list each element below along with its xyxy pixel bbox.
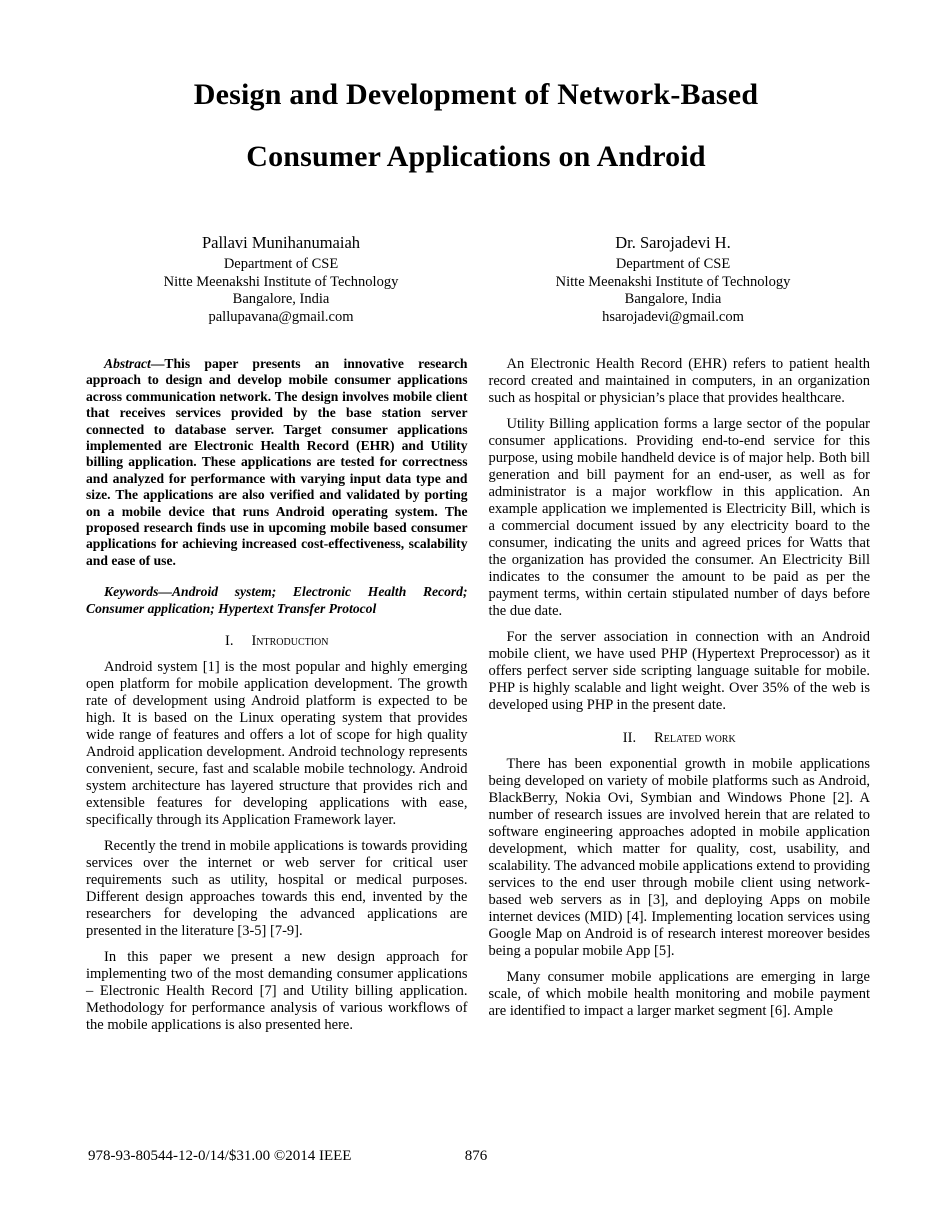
author-email: hsarojadevi@gmail.com: [602, 308, 744, 325]
paper-title-line-1: Design and Development of Network-Based: [193, 78, 759, 111]
author-department: Department of CSE: [615, 256, 731, 272]
paragraph-intro-3: In this paper we present a new design approach for implementing two of the most demanding consumer applications – Electronic Health Record [7] and Utility billing application. Methodology for performance analysis of various workflows of the mobile applications is also presented here.: [86, 949, 468, 1034]
paragraph-intro-1: Android system [1] is the most popular and highly emerging open platform for mobile application development. The growth rate of development using Android platform is expected to be high. It is based on the Linux operating system that provides wide range of features and offers a lot of scope for high quality Android application development. Android technology represents convenient, secure, fast and scalable mobile technology. Android system architecture has layered structure that provides rich and extensible features for developing applications with ease, specifically through its Application Framework layer.: [86, 659, 468, 829]
section-heading-related-work: [489, 730, 871, 747]
paragraph-intro-2: Recently the trend in mobile applications is towards providing services over the internet or web server for critical user requirements such as utility, hospital or medical purposes. Different design approaches towards this end, invented by the researchers for developing the advanced applications are presented in the literature [3-5] [7-9].: [86, 838, 468, 940]
section-title: Introduction: [251, 633, 329, 650]
paragraph-related-1: There has been exponential growth in mobile applications being developed on variety of mobile platforms such as Android, BlackBerry, Nokia Ovi, Symbian and Windows Phone [2]. A number of research issues are involved herein that are related to software engineering approaches adopted in mobile application development, which matter for quality, cost, usability, and scalability. The advanced mobile applications extend to providing services to the end user through mobile client using network-based web servers as in [3], and deploying Apps on mobile internet devices (MID) [4]. Implementing location services using Google Map on Android is of research interest moreover besides being a popular mobile App [5].: [488, 756, 870, 959]
author-institute: Nitte Meenakshi Institute of Technology: [163, 273, 399, 290]
paragraph-ehr: An Electronic Health Record (EHR) refers to patient health record created and maintained in computers, in an organization such as hospital or physician’s place that provides healthcare.: [488, 356, 870, 406]
author-institute: Nitte Meenakshi Institute of Technology: [555, 273, 791, 290]
paper-title: [0, 64, 952, 188]
abstract-label: Abstract: [104, 356, 151, 371]
paragraph-php: For the server association in connection with an Android mobile client, we have used PHP (Hypertext Preprocessor) as it offers perfect server side scripting language suitable for mobile. PHP is highly scalable and light weight. Over 35% of the web is developed using PHP in the present date.: [488, 629, 870, 713]
abstract: [86, 356, 468, 569]
section-number: II.: [622, 730, 637, 746]
section-number: I.: [224, 633, 234, 650]
left-column: [86, 356, 468, 1043]
author-block-1: [85, 233, 477, 326]
page-number: 876: [464, 1148, 488, 1164]
paragraph-related-2: Many consumer mobile applications are emerging in large scale, of which mobile health monitoring and mobile payment are identified to impact a larger market segment [6]. Ample: [488, 969, 870, 1019]
author-block-2: [477, 233, 869, 326]
section-heading-introduction: [86, 633, 468, 650]
section-title: Related work: [654, 730, 736, 746]
two-column-body: [86, 356, 870, 1043]
authors-row: [85, 233, 869, 326]
author-name: Pallavi Munihanumaiah: [201, 233, 361, 252]
author-name: Dr. Sarojadevi H.: [615, 233, 731, 252]
keywords: [86, 584, 468, 617]
author-location: Bangalore, India: [624, 291, 722, 307]
abstract-text: —This paper presents an innovative research approach to design and develop mobile consumer applications across communication network. The design involves mobile client that receives services provided by the base station server connected to database server. Target consumer applications implemented are Electronic Health Record (EHR) and Utility billing application. These applications are tested for correctness and analyzed for performance with varying input data type and size. The applications are also verified and validated by porting on a mobile device that runs Android operating system. The proposed research finds use in upcoming mobile based consumer applications for achieving increased cost-effectiveness, scalability and ease of use.: [86, 356, 468, 568]
keywords-label: Keywords: [104, 584, 159, 600]
right-column: [489, 356, 871, 1043]
paper-title-line-2: Consumer Applications on Android: [246, 140, 706, 173]
author-location: Bangalore, India: [232, 291, 330, 307]
author-email: pallupavana@gmail.com: [208, 308, 354, 325]
footer-copyright: 978-93-80544-12-0/14/$31.00 ©2014 IEEE: [88, 1148, 352, 1164]
author-department: Department of CSE: [223, 256, 339, 272]
paragraph-utility-billing: Utility Billing application forms a large sector of the popular consumer applications. Providing end-to-end service for this purpose, using mobile handheld device is of major help. Both bill generation and bill payment for an end-user, as well as for administrator is a major workflow in this application. An example application we implemented is Electricity Bill, which is a commercial document issued by any electricity board to the consumer, indicating the units and agreed prices for Watts that the organization has provided the consumer. An Electricity Bill indicates to the consumer the amount to be paid as per the payment terms, within certain stipulated number of days before the due date.: [488, 416, 870, 619]
keywords-text: —Android system; Electronic Health Record; Consumer application; Hypertext Transfer Protocol: [86, 584, 468, 616]
